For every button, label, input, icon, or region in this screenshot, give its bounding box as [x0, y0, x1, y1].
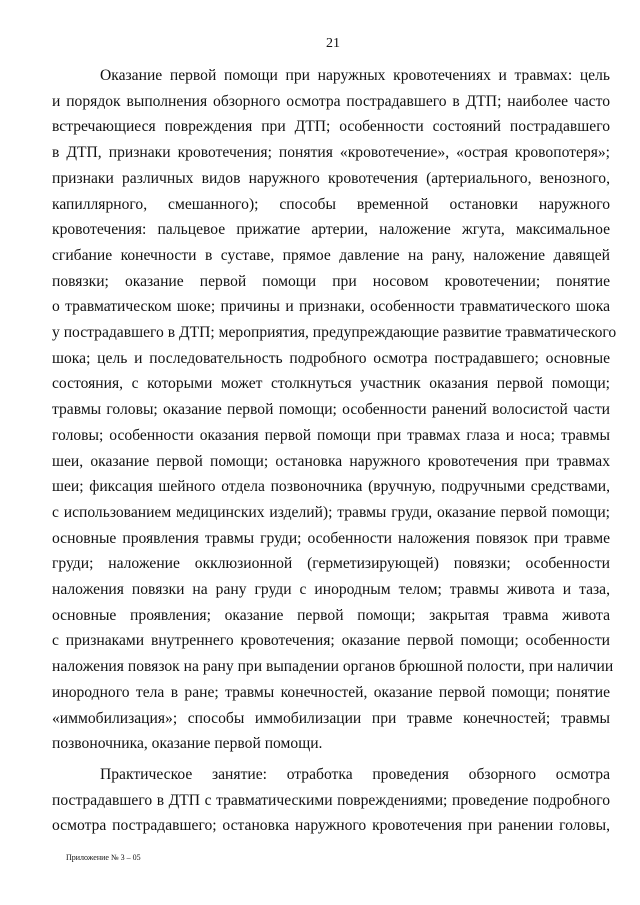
- text-line: встречающиеся повреждения при ДТП; особенности состояний пострадавшего: [52, 118, 610, 136]
- text-line: травмы головы; оказание первой помощи; особенности ранений волосистой части: [52, 401, 610, 419]
- paragraph-first-aid-topics: [52, 63, 617, 757]
- text-line: в ДТП, признаки кровотечения; понятия «кровотечение», «острая кровопотеря»;: [52, 144, 610, 162]
- text-line: позвоночника, оказание первой помощи.: [52, 735, 323, 753]
- text-line: кровотечения: пальцевое прижатие артерии, наложение жгута, максимальное: [52, 221, 610, 239]
- text-line: головы; особенности оказания первой помощи при травмах глаза и носа; травмы: [52, 426, 610, 444]
- text-line: Практическое занятие: отработка проведения обзорного осмотра: [100, 765, 610, 783]
- text-line: у пострадавшего в ДТП; мероприятия, предупреждающие развитие травматического: [52, 324, 617, 342]
- page-number: 21: [326, 36, 340, 51]
- text-line: пострадавшего в ДТП с травматическими повреждениями; проведение подробного: [52, 791, 610, 809]
- text-line: Оказание первой помощи при наружных кровотечениях и травмах: цель: [100, 67, 610, 84]
- text-line: груди; наложение окклюзионной (герметизирующей) повязки; особенности: [52, 555, 610, 573]
- text-line: о травматическом шоке; причины и признаки, особенности травматического шока: [52, 298, 610, 316]
- text-line: состояния, с которыми может столкнуться участник оказания первой помощи;: [52, 375, 610, 393]
- paragraph-practical-lesson: [52, 762, 610, 839]
- text-line: и порядок выполнения обзорного осмотра пострадавшего в ДТП; наиболее часто: [52, 92, 610, 110]
- text-line: основные проявления травмы груди; особенности наложения повязок при травме: [52, 529, 610, 547]
- text-line: с признаками внутреннего кровотечения; оказание первой помощи; особенности: [52, 632, 610, 650]
- text-line: наложения повязки на рану груди с инородным телом; травмы живота и таза,: [52, 581, 610, 599]
- text-line: сгибание конечности в суставе, прямое давление на рану, наложение давящей: [52, 246, 610, 264]
- text-line: основные проявления; оказание первой помощи; закрытая травма живота: [52, 606, 610, 624]
- text-line: с использованием медицинских изделий); травмы груди, оказание первой помощи;: [52, 503, 610, 521]
- text-line: наложения повязок на рану при выпадении органов брюшной полости, при наличии: [52, 658, 614, 676]
- text-line: шеи, оказание первой помощи; остановка наружного кровотечения при травмах: [52, 452, 610, 470]
- text-line: признаки различных видов наружного кровотечения (артериального, венозного,: [52, 169, 610, 187]
- text-line: осмотра пострадавшего; остановка наружного кровотечения при ранении головы,: [52, 817, 610, 835]
- text-line: повязки; оказание первой помощи при носовом кровотечении; понятие: [52, 272, 610, 290]
- text-line: шока; цель и последовательность подробного осмотра пострадавшего; основные: [52, 349, 610, 367]
- text-line: «иммобилизация»; способы иммобилизации при травме конечностей; травмы: [52, 709, 610, 727]
- footer-appendix-label: Приложение № 3 – 05: [66, 853, 141, 862]
- document-body: [52, 63, 617, 839]
- text-line: шеи; фиксация шейного отдела позвоночника (вручную, подручными средствами,: [52, 478, 610, 496]
- text-line: инородного тела в ране; травмы конечностей, оказание первой помощи; понятие: [52, 683, 610, 701]
- text-line: капиллярного, смешанного); способы временной остановки наружного: [52, 195, 610, 213]
